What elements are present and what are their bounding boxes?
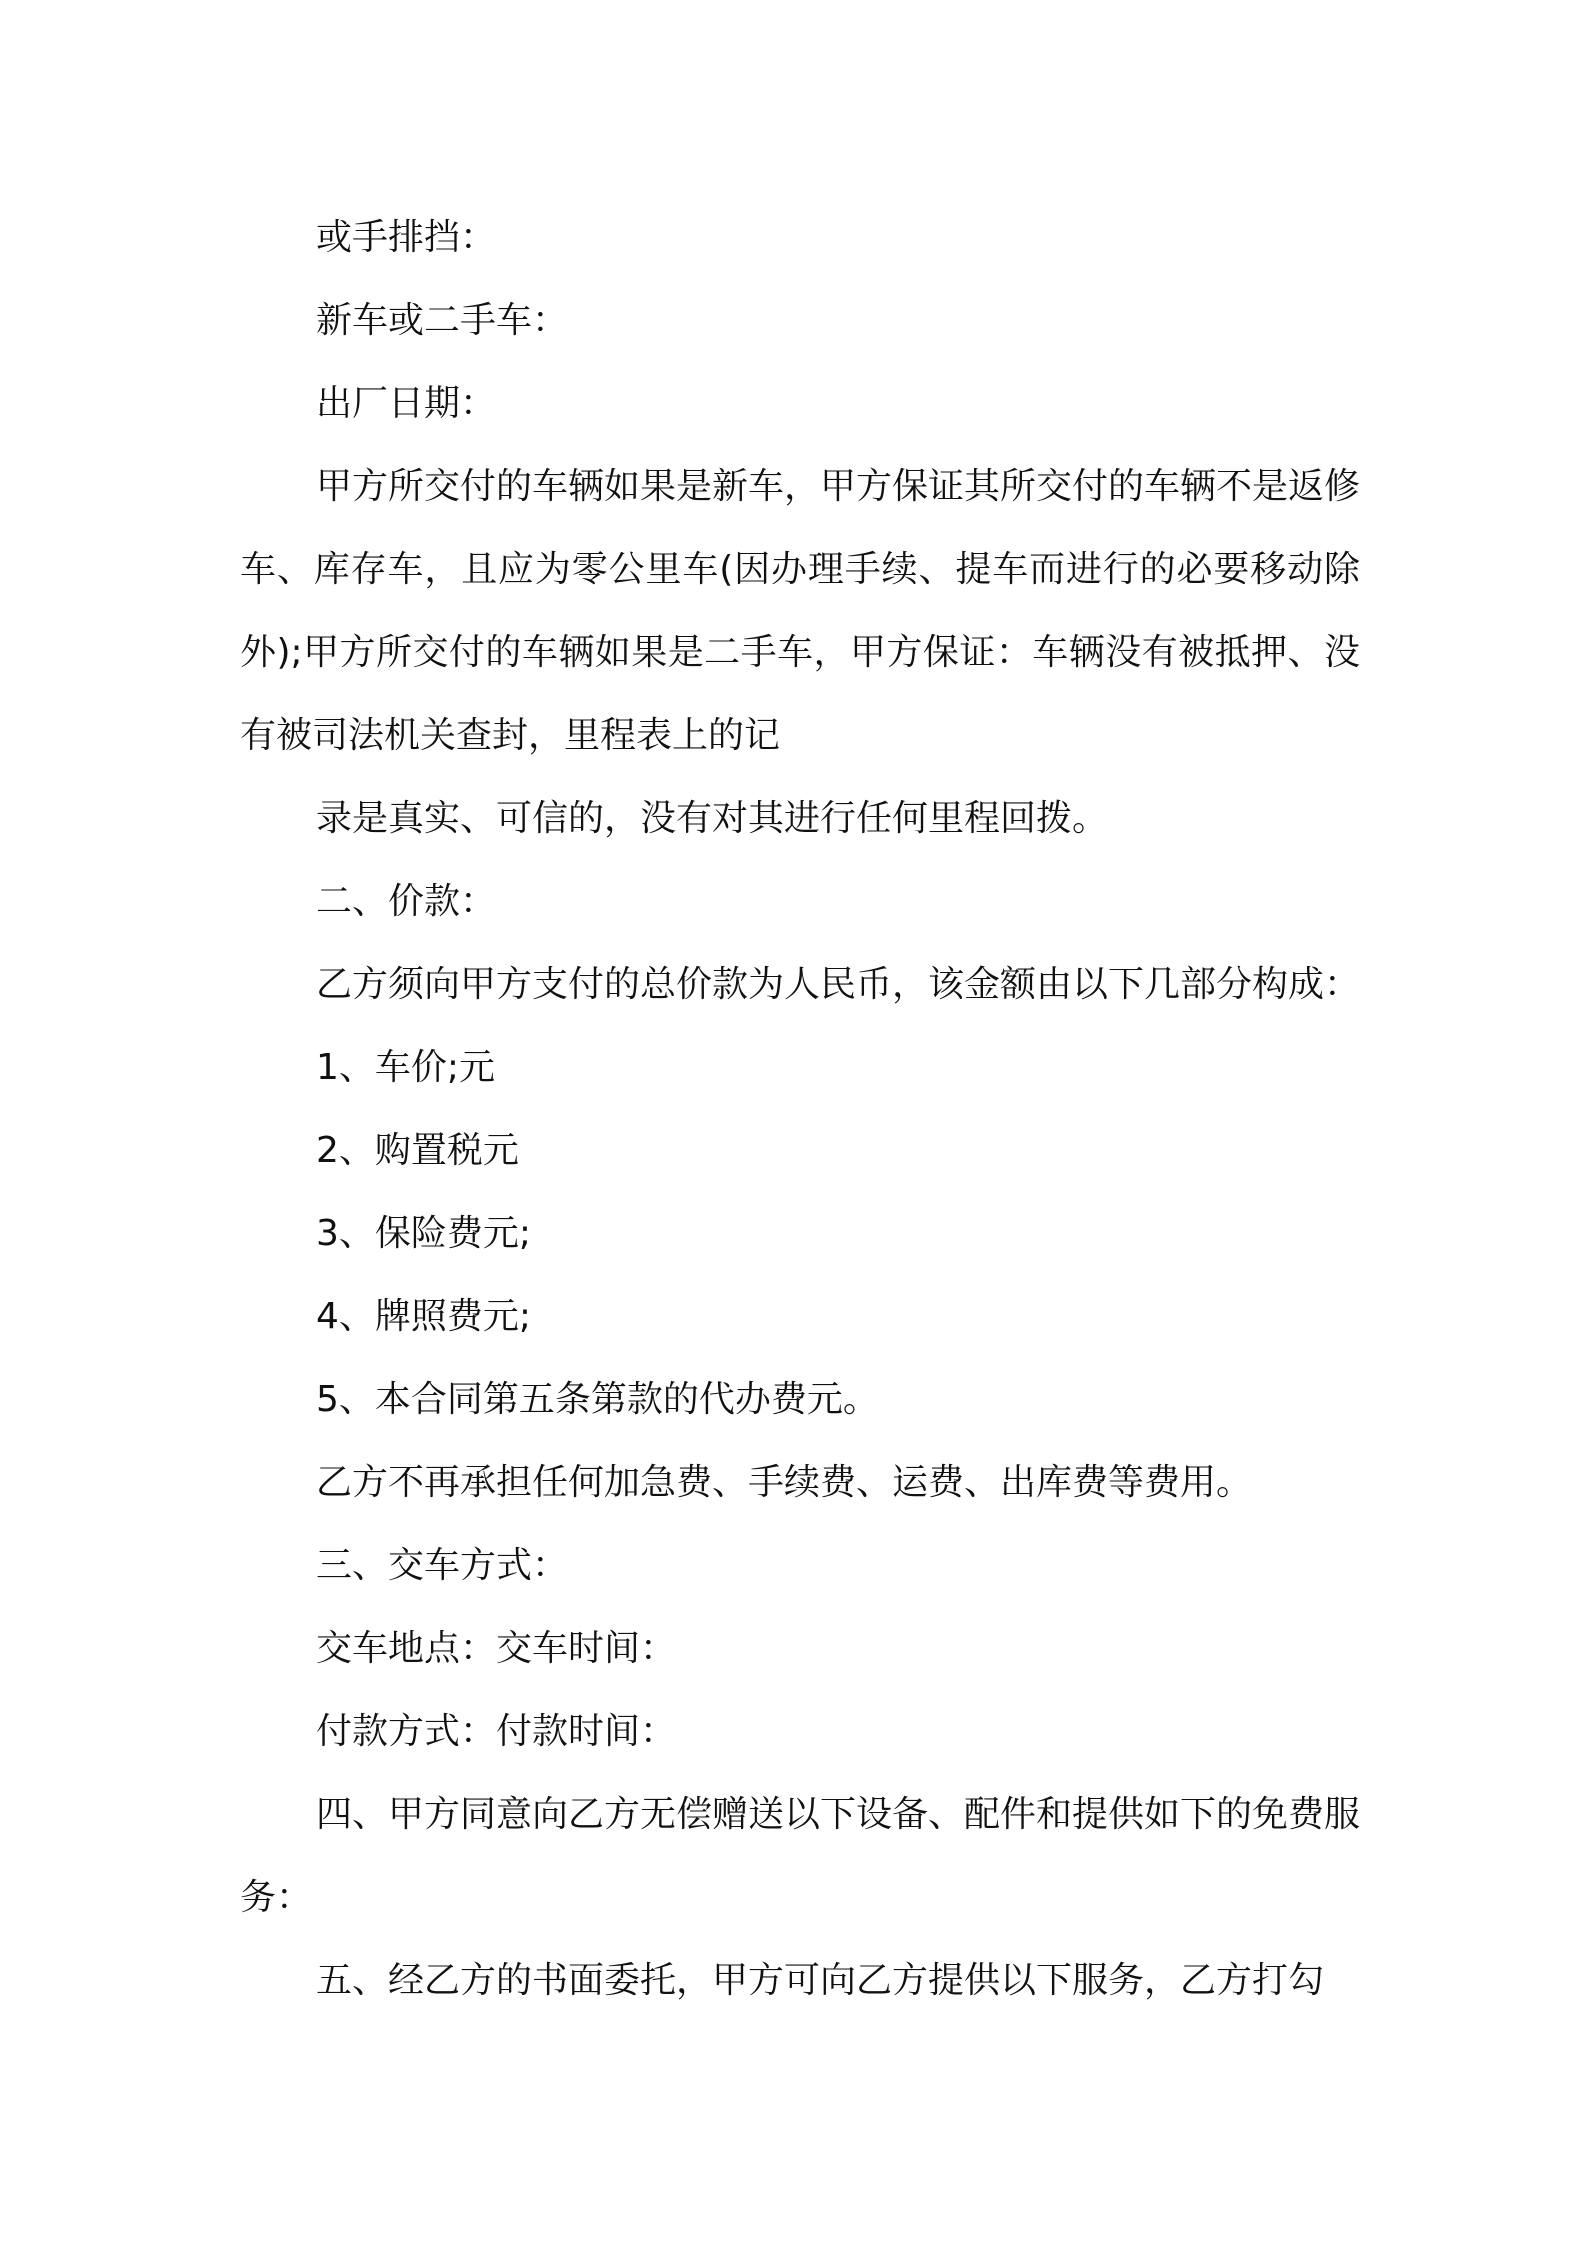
section-4-paragraph: 四、甲方同意向乙方无偿赠送以下设备、配件和提供如下的免费服务： xyxy=(240,1794,1361,1918)
delivery-place-time-line: 交车地点：交车时间： xyxy=(316,1628,677,1669)
transmission-line: 或手排挡： xyxy=(316,217,497,258)
section-2-note: 乙方不再承担任何加急费、手续费、运费、出库费等费用。 xyxy=(316,1462,1253,1503)
section-2-intro: 乙方须向甲方支付的总价款为人民币，该金额由以下几部分构成： xyxy=(316,964,1361,1005)
price-item: 1、车价;元 xyxy=(316,1047,496,1088)
new-or-used-line: 新车或二手车： xyxy=(316,300,569,341)
document-body xyxy=(240,196,1360,2022)
price-item: 3、保险费元; xyxy=(316,1213,532,1254)
vehicle-guarantee-continuation: 录是真实、可信的，没有对其进行任何里程回拨。 xyxy=(316,798,1109,839)
payment-method-time-line: 付款方式：付款时间： xyxy=(316,1711,677,1752)
price-item: 5、本合同第五条第款的代办费元。 xyxy=(316,1379,879,1420)
price-item: 4、牌照费元; xyxy=(316,1296,532,1337)
section-5-paragraph: 五、经乙方的书面委托，甲方可向乙方提供以下服务，乙方打勾 xyxy=(316,1960,1325,2001)
vehicle-guarantee-paragraph: 甲方所交付的车辆如果是新车，甲方保证其所交付的车辆不是返修车、库存车，且应为零公里车(因办理手续、提车而进行的必要移动除外);甲方所交付的车辆如果是二手车，甲方保证：车辆没有被抵押、没有被司法机关查封，里程表上的记 xyxy=(240,466,1361,756)
price-item: 2、购置税元 xyxy=(316,1130,519,1171)
section-2-title: 二、价款： xyxy=(316,881,497,922)
section-3-title: 三、交车方式： xyxy=(316,1545,569,1586)
manufacture-date-line: 出厂日期： xyxy=(316,383,497,424)
